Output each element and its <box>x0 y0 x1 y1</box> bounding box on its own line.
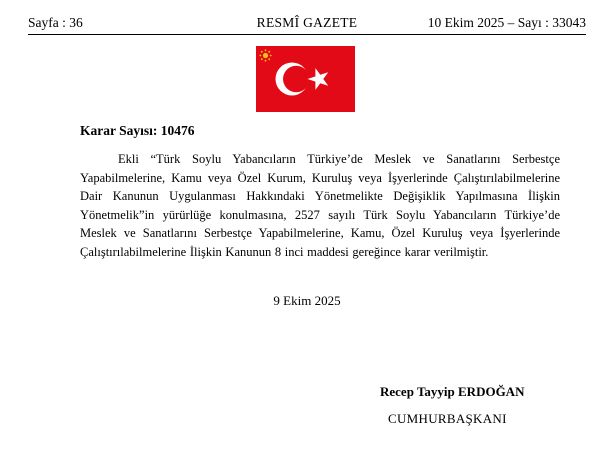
decision-body: Ekli “Türk Soylu Yabancıların Türkiye’de Meslek ve Sanatlarını Serbestçe Yapabilmelerine, Kamu veya Özel Kurum, Kuruluş veya İşyerlerinde Çalıştırılabilmelerine Dair Kanunun Uygulanması Hakkındaki Yönetmelikte Değişiklik Yapılmasına İlişkin Yönetmelik”in yürürlüğe konulmasına, 2527 sayılı Türk Soylu Yabancıların Türkiye’de Meslek ve Sanatlarını Serbestçe Yapabilmelerine, Kamu, Özel Kuruluş veya İşyerlerinde Çalıştırılabilmelerine İlişkin Kanunun 8 inci maddesi gereğince karar verilmiştir. <box>80 152 560 259</box>
decision-number: Karar Sayısı: 10476 <box>80 123 195 138</box>
header-divider <box>28 34 586 35</box>
flag-crescent-inner <box>283 66 309 92</box>
decision-date: 9 Ekim 2025 <box>273 293 341 308</box>
signature-block <box>380 383 580 428</box>
date-issue: 10 Ekim 2025 – Sayı : 33043 <box>427 15 586 30</box>
signatory-name: Recep Tayyip ERDOĞAN <box>380 384 525 399</box>
gazette-header <box>28 14 586 32</box>
publication-title: RESMÎ GAZETE <box>256 15 358 30</box>
signatory-title: CUMHURBAŞKANI <box>388 411 507 426</box>
page-number: Sayfa : 36 <box>28 15 83 30</box>
turkish-flag-icon <box>256 46 355 112</box>
